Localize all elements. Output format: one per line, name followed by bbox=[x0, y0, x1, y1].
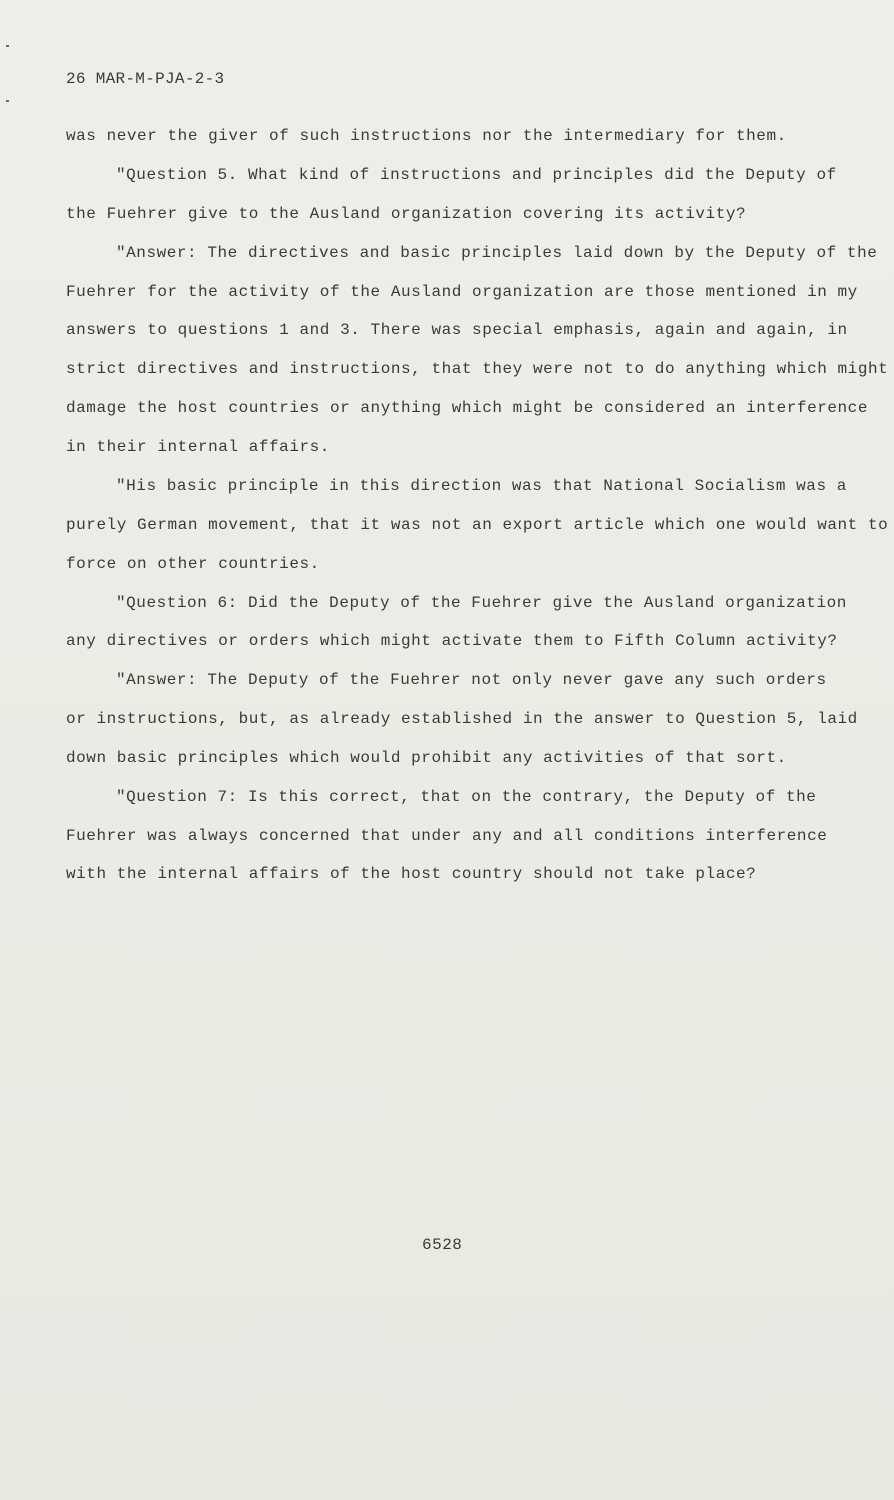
page-number: 6528 bbox=[422, 1236, 463, 1254]
text-line: Fuehrer for the activity of the Ausland organization are those mentioned in my bbox=[66, 283, 858, 301]
text-line: with the internal affairs of the host country should not take place? bbox=[66, 865, 757, 883]
text-line: any directives or orders which might activate them to Fifth Column activity? bbox=[66, 632, 838, 650]
text-line: "Question 6: Did the Deputy of the Fuehrer give the Ausland organization bbox=[116, 594, 847, 612]
text-line: force on other countries. bbox=[66, 555, 320, 573]
page-edge-mark bbox=[6, 100, 9, 102]
text-line: purely German movement, that it was not an export article which one would want to bbox=[66, 516, 889, 534]
text-line: "Question 5. What kind of instructions and principles did the Deputy of bbox=[116, 166, 837, 184]
text-line: "His basic principle in this direction was that National Socialism was a bbox=[116, 477, 847, 495]
page-edge-mark bbox=[6, 45, 9, 47]
text-line: the Fuehrer give to the Ausland organization covering its activity? bbox=[66, 205, 747, 223]
document-reference: 26 MAR-M-PJA-2-3 bbox=[66, 70, 225, 88]
text-line: "Answer: The directives and basic principles laid down by the Deputy of the bbox=[116, 244, 878, 262]
text-line: strict directives and instructions, that they were not to do anything which might bbox=[66, 360, 889, 378]
text-line: in their internal affairs. bbox=[66, 438, 330, 456]
text-line: damage the host countries or anything which might be considered an interference bbox=[66, 399, 868, 417]
text-line: "Answer: The Deputy of the Fuehrer not only never gave any such orders bbox=[116, 671, 827, 689]
text-line: Fuehrer was always concerned that under any and all conditions interference bbox=[66, 827, 828, 845]
text-line: or instructions, but, as already established in the answer to Question 5, laid bbox=[66, 710, 858, 728]
text-line: down basic principles which would prohibit any activities of that sort. bbox=[66, 749, 787, 767]
text-line: answers to questions 1 and 3. There was special emphasis, again and again, in bbox=[66, 321, 848, 339]
text-line: "Question 7: Is this correct, that on the contrary, the Deputy of the bbox=[116, 788, 817, 806]
text-line: was never the giver of such instructions nor the intermediary for them. bbox=[66, 127, 787, 145]
